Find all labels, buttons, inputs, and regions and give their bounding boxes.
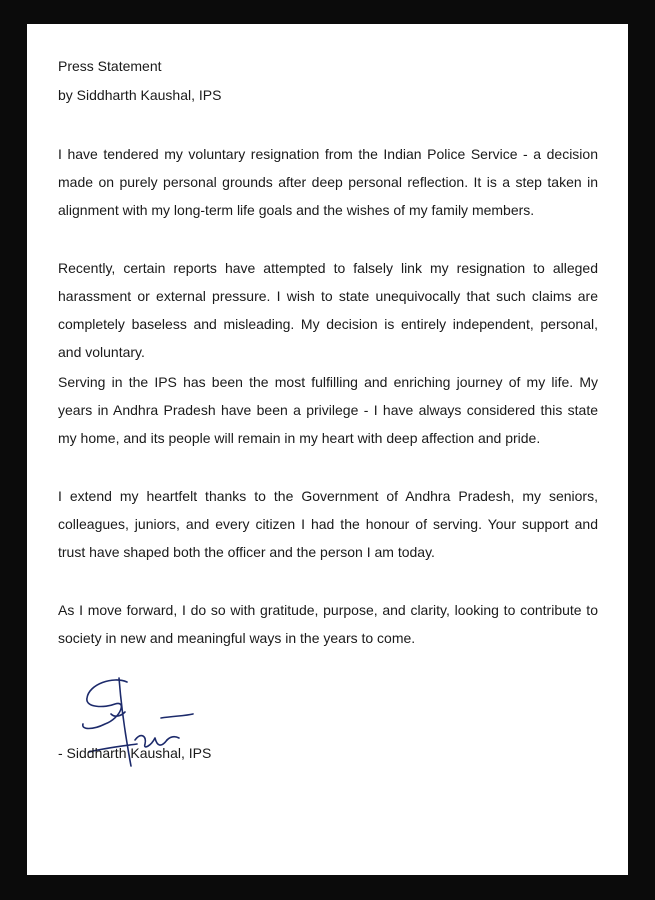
statement-title: Press Statement xyxy=(58,58,162,74)
statement-byline: by Siddharth Kaushal, IPS xyxy=(58,87,222,103)
paragraph-thanks: I extend my heartfelt thanks to the Government of Andhra Pradesh, my seniors, colleagues, juniors, and every citizen I had the honour of serving. Your support and trust have shaped both the officer and the person I am today. xyxy=(58,488,598,560)
paragraph-reports: Recently, certain reports have attempted to falsely link my resignation to alleged harassment or external pressure. I wish to state unequivocally that such claims are completely baseless and misleading. My decision is entirely independent, personal, and voluntary. xyxy=(58,260,598,360)
paragraph-service: Serving in the IPS has been the most fulfilling and enriching journey of my life. My years in Andhra Pradesh have been a privilege - I have always considered this state my home, and its people will remain in my heart with deep affection and pride. xyxy=(58,374,598,446)
document-page xyxy=(27,24,628,875)
paragraph-resignation: I have tendered my voluntary resignation from the Indian Police Service - a decision made on purely personal grounds after deep personal reflection. It is a step taken in alignment with my long-term life goals and the wishes of my family members. xyxy=(58,146,598,218)
paragraph-forward: As I move forward, I do so with gratitude, purpose, and clarity, looking to contribute to society in new and meaningful ways in the years to come. xyxy=(58,602,598,646)
signoff-name: - Siddharth Kaushal, IPS xyxy=(58,745,212,761)
